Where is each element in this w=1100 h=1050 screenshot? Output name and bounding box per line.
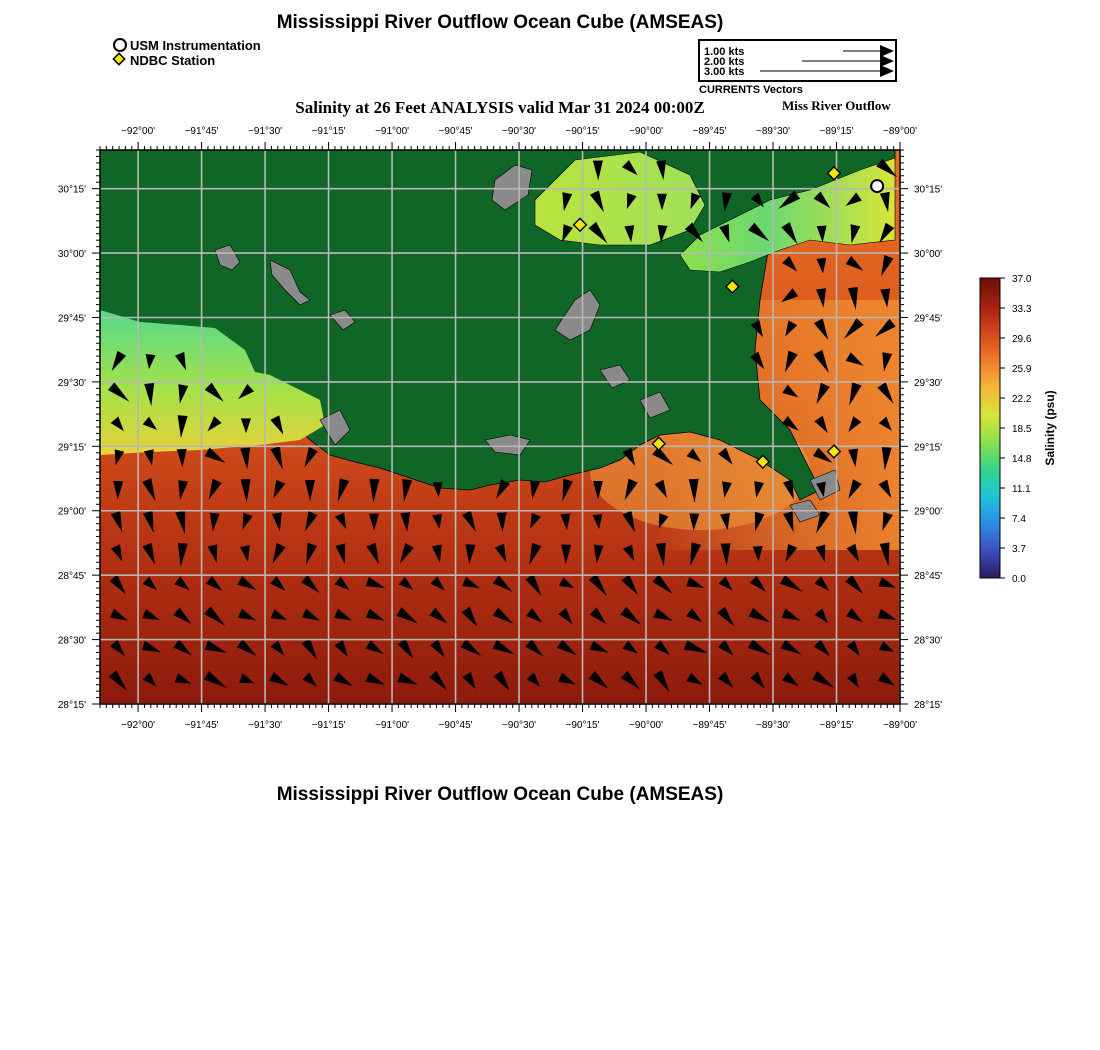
lon-label-bottom: −89°00' <box>883 720 917 731</box>
colorbar-tick-label: 3.7 <box>1012 544 1026 555</box>
lat-label-left: 29°00' <box>57 506 86 518</box>
lon-label-top: −90°30' <box>502 126 537 137</box>
colorbar <box>968 268 1078 588</box>
lon-label-bottom: −89°30' <box>756 720 791 731</box>
region-label: Miss River Outflow <box>782 98 891 113</box>
colorbar-title: Salinity (psu) <box>1043 390 1057 466</box>
lat-label-right: 28°30' <box>914 635 943 647</box>
lat-label-right: 28°45' <box>914 571 943 583</box>
bottom-title: Mississippi River Outflow Ocean Cube (AMSEAS) <box>276 784 724 805</box>
vector-label-1: 1.00 kts <box>704 46 745 58</box>
lon-label-top: −90°15' <box>565 126 600 137</box>
colorbar-ticks <box>1000 274 1032 585</box>
lat-label-left: 28°45' <box>57 571 86 583</box>
lat-label-right: 29°15' <box>914 442 943 454</box>
colorbar-tick-label: 29.6 <box>1012 334 1032 345</box>
top-title: Mississippi River Outflow Ocean Cube (AMSEAS) <box>276 12 724 33</box>
usm-legend-label: USM Instrumentation <box>130 38 261 53</box>
lon-label-top: −89°30' <box>756 126 791 137</box>
vector-caption: CURRENTS Vectors <box>699 84 803 96</box>
lon-label-bottom: −89°15' <box>819 720 854 731</box>
colorbar-bar <box>980 278 1000 578</box>
lon-label-bottom: −91°30' <box>248 720 283 731</box>
lon-label-bottom: −91°00' <box>375 720 410 731</box>
lat-label-right: 28°15' <box>914 700 943 711</box>
lon-label-top: −90°00' <box>629 126 664 137</box>
lat-label-left: 29°45' <box>57 313 86 325</box>
lon-label-top: −89°45' <box>692 126 727 137</box>
lon-label-top: −90°45' <box>438 126 473 137</box>
lon-label-top: −91°00' <box>375 126 410 137</box>
lon-label-top: −89°15' <box>819 126 854 137</box>
lat-label-right: 29°30' <box>914 377 943 389</box>
lon-label-bottom: −90°45' <box>438 720 473 731</box>
lon-label-bottom: −92°00' <box>121 720 156 731</box>
lat-label-right: 30°15' <box>914 184 943 196</box>
vector-label-3: 3.00 kts <box>704 66 745 78</box>
lat-label-right: 30°00' <box>914 249 943 261</box>
lon-label-bottom: −90°30' <box>502 720 537 731</box>
lat-label-left: 28°30' <box>57 635 86 647</box>
lat-label-left: 29°15' <box>57 442 86 454</box>
colorbar-tick-label: 11.1 <box>1012 484 1031 495</box>
colorbar-tick-label: 33.3 <box>1012 304 1032 315</box>
ndbc-legend-label: NDBC Station <box>130 53 216 68</box>
lon-label-bottom: −90°15' <box>565 720 600 731</box>
map-subtitle: Salinity at 26 Feet ANALYSIS valid Mar 31 2024 00:00Z <box>295 98 705 117</box>
colorbar-tick-label: 18.5 <box>1012 424 1032 435</box>
lon-label-bottom: −89°45' <box>692 720 727 731</box>
lon-label-top: −92°00' <box>121 126 156 137</box>
usm-station-icon <box>871 180 883 192</box>
vector-label-2: 2.00 kts <box>704 56 745 68</box>
lon-label-top: −91°15' <box>311 126 346 137</box>
lat-label-left: 30°15' <box>57 184 86 196</box>
lon-label-bottom: −91°45' <box>184 720 219 731</box>
colorbar-tick-label: 25.9 <box>1012 364 1032 375</box>
colorbar-tick-label: 37.0 <box>1012 274 1032 285</box>
colorbar-tick-label: 0.0 <box>1012 574 1026 585</box>
lon-label-top: −91°30' <box>248 126 283 137</box>
lon-label-top: −89°00' <box>883 126 917 137</box>
lat-label-right: 29°45' <box>914 313 943 325</box>
colorbar-tick-label: 22.2 <box>1012 394 1032 405</box>
lat-label-left: 30°00' <box>57 249 86 261</box>
lat-label-right: 29°00' <box>914 506 943 518</box>
lat-label-left: 29°30' <box>57 377 86 389</box>
lon-label-bottom: −90°00' <box>629 720 664 731</box>
lon-label-bottom: −91°15' <box>311 720 346 731</box>
colorbar-tick-label: 7.4 <box>1012 514 1026 525</box>
lon-label-top: −91°45' <box>184 126 219 137</box>
colorbar-tick-label: 14.8 <box>1012 454 1032 465</box>
lat-label-left: 28°15' <box>57 700 86 711</box>
